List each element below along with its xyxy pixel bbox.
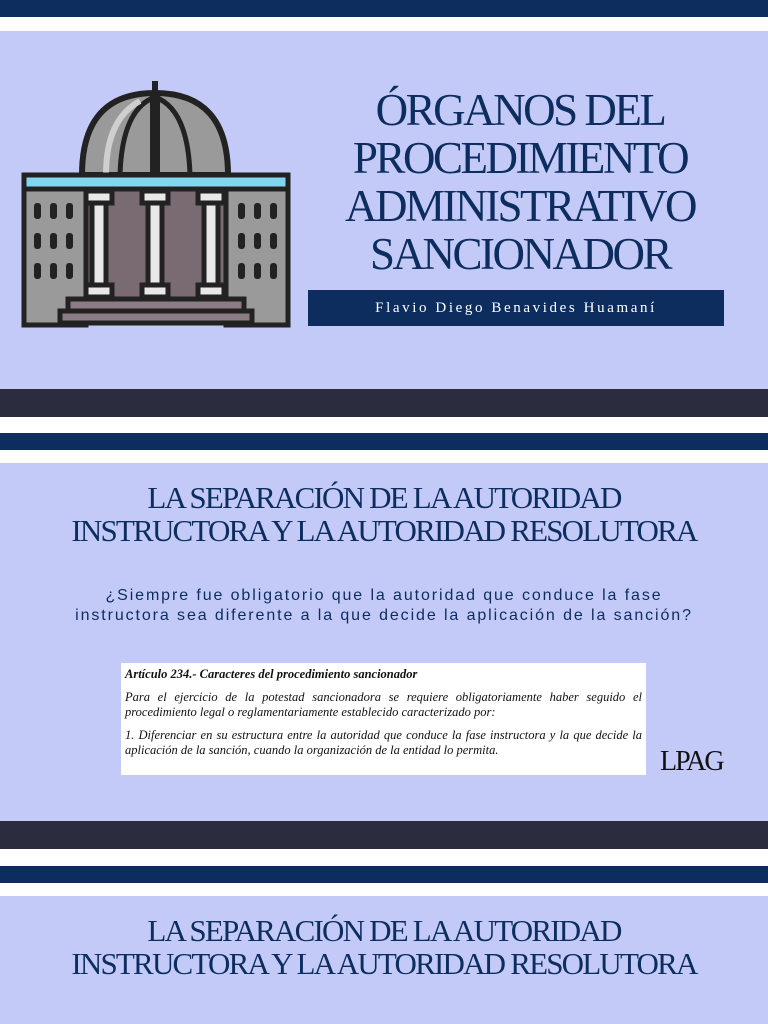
section-title-line: LA SEPARACIÓN DE LA AUTORIDAD bbox=[147, 913, 621, 948]
top-band bbox=[0, 0, 768, 17]
presentation-title bbox=[300, 86, 740, 278]
slide-3-top-band bbox=[0, 866, 768, 883]
slide-2-top-band bbox=[0, 433, 768, 450]
article-title: Artículo 234.- Caracteres del procedimiento sancionador bbox=[125, 667, 418, 681]
article-paragraph: Para el ejercicio de la potestad sancionadora se requiere obligatoriamente haber seguido el procedimiento legal o reglamentariamente establecido caracterizado por: bbox=[125, 690, 642, 719]
slide-3 bbox=[0, 896, 768, 1024]
slide-2-bottom-band bbox=[0, 821, 768, 849]
section-title-line: LA SEPARACIÓN DE LA AUTORIDAD bbox=[147, 480, 621, 515]
section-title bbox=[0, 481, 768, 547]
slide-1-bottom-band bbox=[0, 389, 768, 417]
question-line: ¿Siempre fue obligatorio que la autoridad que conduce la fase bbox=[105, 587, 663, 604]
government-building-icon bbox=[20, 79, 292, 359]
section-title bbox=[0, 914, 768, 980]
title-line: SANCIONADOR bbox=[369, 229, 671, 279]
guiding-question bbox=[20, 586, 748, 626]
source-label: LPAG bbox=[660, 746, 723, 777]
title-line: PROCEDIMIENTO bbox=[352, 133, 688, 183]
section-title-line: INSTRUCTORA Y LA AUTORIDAD RESOLUTORA bbox=[71, 946, 697, 981]
section-title-line: INSTRUCTORA Y LA AUTORIDAD RESOLUTORA bbox=[71, 513, 697, 548]
title-line: ÓRGANOS DEL bbox=[375, 85, 665, 135]
question-line: instructora sea diferente a la que decide la aplicación de la sanción? bbox=[75, 607, 693, 624]
article-paragraph: 1. Diferenciar en su estructura entre la autoridad que conduce la fase instructora y la que decide la aplicación de la sanción, cuando la organización de la entidad lo permita. bbox=[125, 728, 642, 757]
author-name: Flavio Diego Benavides Huamaní bbox=[308, 290, 724, 326]
slide-2 bbox=[0, 463, 768, 821]
title-line: ADMINISTRATIVO bbox=[345, 181, 695, 231]
slide-1 bbox=[0, 31, 768, 389]
law-article-excerpt bbox=[121, 663, 646, 775]
